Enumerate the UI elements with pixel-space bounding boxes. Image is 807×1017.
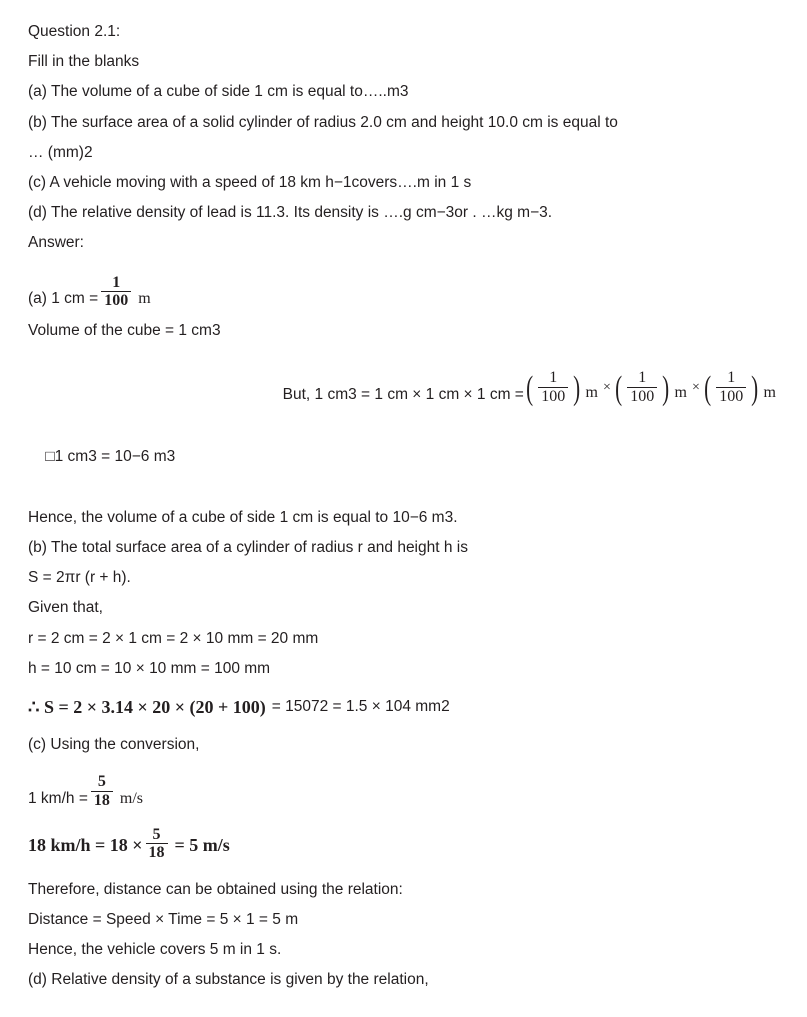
part-a-expansion-lead: But, 1 cm3 = 1 cm × 1 cm × 1 cm =	[282, 386, 524, 404]
part-c-distance-line: Distance = Speed × Time = 5 × 1 = 5 m	[28, 911, 299, 929]
expansion-factor-1	[524, 370, 613, 406]
fraction-one-hundredth-1	[538, 370, 568, 406]
unit-metre-1: m	[585, 384, 598, 402]
part-a-result-text: 1 cm3 = 10−6 m3	[54, 448, 176, 466]
unit-metre-2: m	[674, 384, 687, 402]
fraction-denominator: 100	[716, 387, 746, 406]
part-a-conversion	[28, 275, 779, 311]
fraction-five-eighteenths	[91, 774, 113, 810]
part-b-radius: r = 2 cm = 2 × 1 cm = 2 × 10 mm = 20 mm	[28, 629, 319, 647]
fraction-denominator: 18	[91, 791, 113, 810]
right-paren: )	[662, 369, 670, 407]
part-a-hence-line: Hence, the volume of a cube of side 1 cm is equal to 10−6 m3.	[28, 508, 458, 526]
fraction-numerator: 1	[112, 273, 121, 291]
box-glyph: □	[45, 448, 55, 466]
expansion-factor-2	[613, 370, 702, 406]
part-b-line-1: (b) The total surface area of a cylinder of radius r and height h is	[28, 539, 468, 557]
part-b-equation: ∴ S = 2 × 3.14 × 20 × (20 + 100)	[28, 697, 266, 718]
question-item-d: (d) The relative density of lead is 11.3. Its density is ….g cm−3or . …kg m−3.	[28, 204, 553, 222]
right-paren: )	[573, 369, 581, 407]
part-c-equation-row	[28, 827, 779, 863]
question-label: Question 2.1:	[28, 23, 121, 40]
fraction-denominator: 100	[627, 387, 657, 406]
part-c-line-3: Therefore, distance can be obtained using the relation:	[28, 880, 403, 898]
fraction-denominator: 100	[101, 291, 131, 310]
part-c-equation-tail: = 5 m/s	[174, 834, 230, 855]
part-b-equation-tail: = 15072 = 1.5 × 104 mm2	[271, 698, 450, 716]
expansion-factor-3	[702, 370, 779, 406]
fraction-one-hundredth-2	[627, 370, 657, 406]
part-c-equation-lead: 18 km/h = 18 ×	[28, 834, 143, 855]
fraction-five-eighteenths-2	[146, 827, 168, 863]
part-c-hence-line: Hence, the vehicle covers 5 m in 1 s.	[28, 941, 282, 959]
fraction-numerator: 1	[638, 369, 647, 387]
question-item-b-cont: … (mm)2	[28, 143, 93, 161]
fraction-numerator: 5	[152, 825, 161, 843]
left-paren: (	[615, 369, 623, 407]
question-item-c: (c) A vehicle moving with a speed of 18 km h−1covers….m in 1 s	[28, 174, 472, 192]
answer-label: Answer:	[28, 234, 84, 252]
fraction-numerator: 1	[549, 369, 558, 387]
unit-metre-3: m	[763, 384, 776, 402]
fraction-numerator: 1	[727, 369, 736, 387]
instruction-text: Fill in the blanks	[28, 53, 140, 71]
part-a-lead: (a) 1 cm =	[28, 289, 99, 307]
fraction-denominator: 18	[146, 843, 168, 862]
left-paren: (	[704, 369, 712, 407]
times-symbol-1: ×	[602, 380, 611, 396]
part-b-height: h = 10 cm = 10 × 10 mm = 100 mm	[28, 659, 271, 677]
fraction-one-hundredth	[101, 275, 131, 311]
left-paren: (	[526, 369, 534, 407]
unit-metre-per-second: m/s	[119, 789, 143, 807]
part-a-expansion	[28, 370, 779, 406]
right-paren: )	[751, 369, 759, 407]
fraction-numerator: 5	[97, 773, 106, 791]
part-b-formula: S = 2πr (r + h).	[28, 569, 131, 587]
part-a-result-line	[28, 412, 779, 503]
times-symbol-2: ×	[691, 380, 700, 396]
part-c-line-1: (c) Using the conversion,	[28, 736, 200, 754]
fraction-one-hundredth-3	[716, 370, 746, 406]
volume-of-cube-line: Volume of the cube = 1 cm3	[28, 321, 221, 339]
part-d-line-1: (d) Relative density of a substance is given by the relation,	[28, 971, 429, 989]
fraction-denominator: 100	[538, 387, 568, 406]
question-item-a: (a) The volume of a cube of side 1 cm is equal to…..m3	[28, 83, 409, 101]
part-c-lead: 1 km/h =	[28, 789, 88, 807]
question-item-b: (b) The surface area of a solid cylinder of radius 2.0 cm and height 10.0 cm is equal to	[28, 113, 618, 131]
part-b-given: Given that,	[28, 599, 103, 617]
part-b-equation-row	[28, 692, 779, 722]
unit-metre: m	[138, 289, 151, 307]
part-c-conversion	[28, 774, 779, 810]
